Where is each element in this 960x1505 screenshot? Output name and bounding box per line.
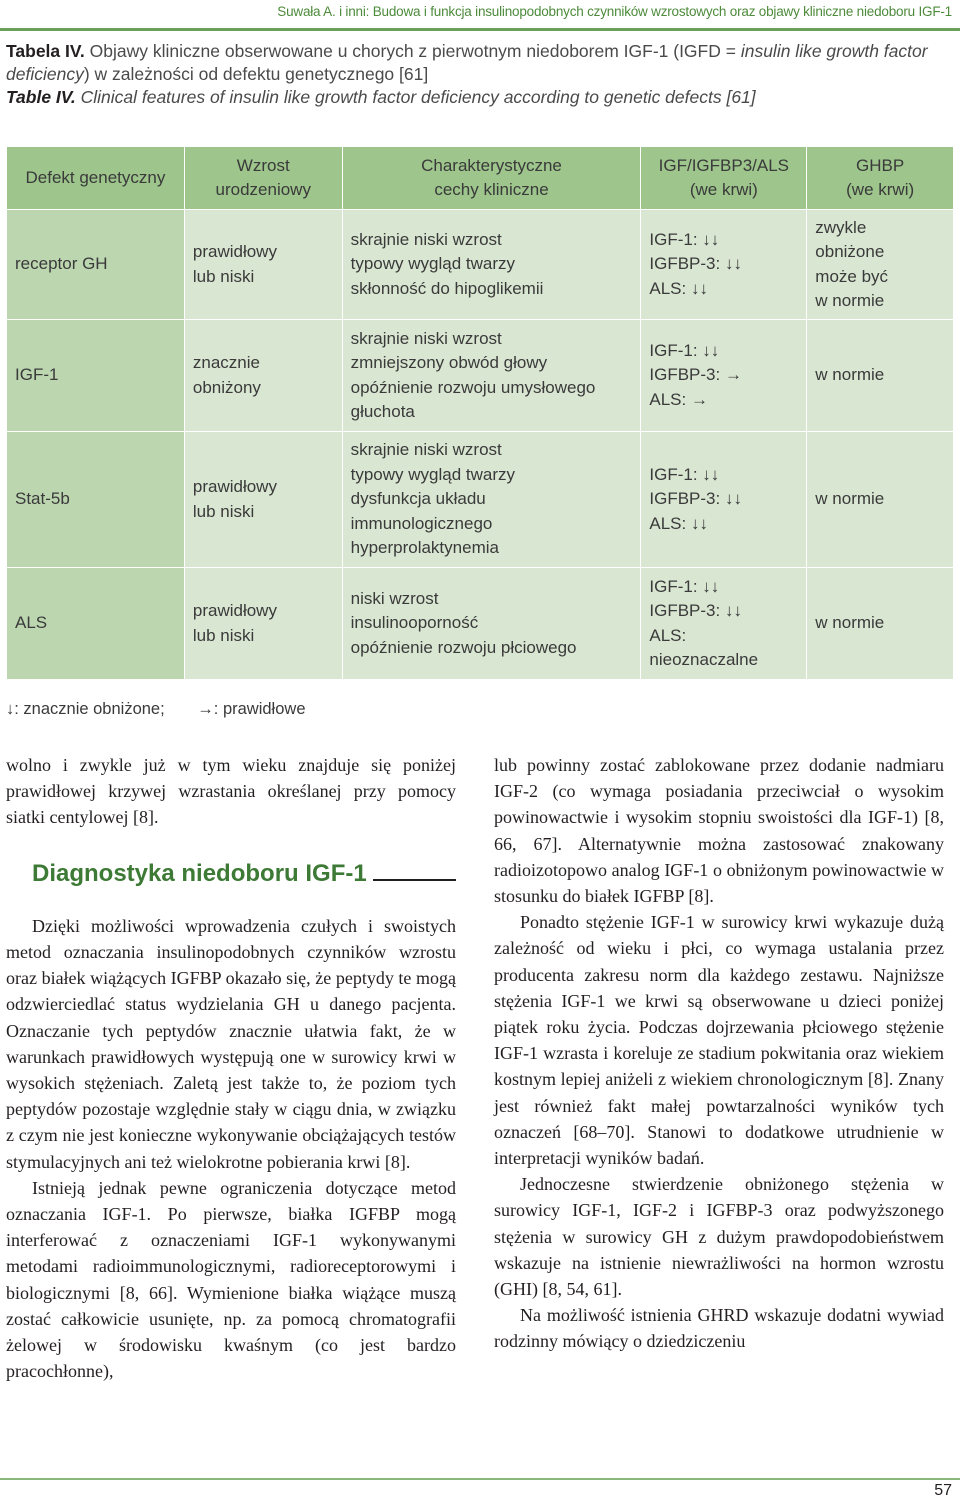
cell-text: receptor GH <box>15 254 108 274</box>
cell-text: ALS: ↓↓ <box>649 278 708 298</box>
cell-text: skłonność do hipoglikemii <box>350 278 544 298</box>
cell-text: obniżony <box>192 377 261 397</box>
right-column <box>494 752 944 1355</box>
caption-en-label: Table IV. <box>6 87 76 107</box>
cell-text: typowy wygląd twarzy <box>350 464 515 484</box>
paragraph: Dzięki możliwości wprowadzenia czułych i swoistych metod oznaczania insulinopodobnych czynników wzrostu oraz białek wiążących IGFBP okazało się, że peptydy te mogą odzwierciedlać status wydzielania GH u danego pacjenta. Oznaczanie tych peptydów znacznie ułatwia fakt, że w warunkach prawidłowych występują one w surowicy krwi w wysokich stężeniach. Zaletą jest także to, że poziom tych peptydów pozostaje względnie stały w ciągu dnia, w związku z czym nie jest konieczne wykonywanie obciążających testów stymulacyjnych ani też wielokrotne pobierania krwi [8]. <box>6 915 456 1172</box>
cell-text: (we krwi) <box>689 180 758 199</box>
paragraph: wolno i zwykle już w tym wieku znajduje się poniżej prawidłowej krzywej wzrastania określanej przy pomocy siatki centylowej [8]. <box>6 755 456 828</box>
cell-features <box>342 210 641 320</box>
cell-text: IGFBP-3: ↓↓ <box>649 601 742 620</box>
page-number: 57 <box>934 1482 952 1499</box>
caption-pl-line-1 <box>6 40 954 63</box>
cell-text: ALS: → <box>649 389 708 409</box>
cell-text: w normie <box>815 365 885 385</box>
header-clinical-features <box>342 147 641 210</box>
cell-text: insulinooporność <box>350 613 479 633</box>
running-head: Suwała A. i inni: Budowa i funkcja insulinopodobnych czynników wzrostowych oraz objawy kliniczne niedoboru IGF-1 <box>277 4 952 19</box>
cell-text: skrajnie niski wzrost <box>350 328 502 348</box>
cell-text: GHBP <box>856 155 905 175</box>
cell-text: IGF/IGFBP3/ALS <box>658 155 790 175</box>
cell-text: prawidłowy <box>192 242 277 261</box>
cell-levels <box>641 320 807 432</box>
table-row <box>7 568 954 680</box>
cell-text: IGF-1: ↓↓ <box>649 229 720 249</box>
caption-pl-text-1: Objawy kliniczne obserwowane u chorych z pierwotnym niedoborem IGF-1 (IGFD = <box>84 41 741 61</box>
legend-normal: →: prawidłowe <box>197 700 306 718</box>
cell-defect <box>7 320 185 432</box>
cell-text: Charakterystyczne <box>421 155 562 175</box>
table-row <box>7 320 954 432</box>
cell-text: prawidłowy <box>192 601 277 620</box>
cell-defect <box>7 568 185 680</box>
cell-text: lub niski <box>192 266 255 286</box>
cell-text: IGF-1: ↓↓ <box>649 576 720 596</box>
cell-text: IGFBP-3: ↓↓ <box>649 254 742 274</box>
cell-text: skrajnie niski wzrost <box>350 440 502 460</box>
legend-decreased: ↓: znacznie obniżone; <box>6 700 165 718</box>
caption-pl-line-2 <box>6 63 954 86</box>
header-ghbp <box>807 147 954 210</box>
cell-ghbp <box>807 432 954 568</box>
cell-birth <box>184 210 342 320</box>
cell-features <box>342 320 641 432</box>
cell-text: ALS: <box>649 625 687 645</box>
cell-birth <box>184 568 342 680</box>
cell-defect <box>7 432 185 568</box>
cell-ghbp <box>807 320 954 432</box>
paragraph: lub powinny zostać zablokowane przez dodanie nadmiaru IGF-2 (co wymaga posiadania przeciwciał o wysokim powinowactwie i wysokim stopniu swoistości dla IGF-1) [8, 66, 67]. Alternatywnie można zastosować znakowany radioizotopowo analog IGF-1 o obniżonym powinowactwie w stosunku do białek IGFBP [8]. <box>494 755 944 907</box>
cell-text: zwykle <box>815 217 867 237</box>
cell-text: lub niski <box>192 501 255 521</box>
cell-text: IGFBP-3: ↓↓ <box>649 489 742 509</box>
header-defect <box>7 147 185 210</box>
table-row <box>7 432 954 568</box>
caption-pl-text-2: ) w zależności od defektu genetycznego [61] <box>83 64 429 84</box>
cell-text: zmniejszony obwód głowy <box>350 353 548 372</box>
cell-text: cechy kliniczne <box>434 180 549 199</box>
cell-text: Diagnostyka niedoboru IGF-1 <box>32 859 367 887</box>
cell-text: niski wzrost <box>350 588 439 608</box>
cell-text: hyperprolaktynemia <box>350 538 499 558</box>
cell-text: Stat-5b <box>15 489 70 509</box>
cell-text: w normie <box>815 489 885 509</box>
header-rule <box>0 28 960 31</box>
cell-text: IGF-1 <box>15 365 59 385</box>
cell-text: znacznie <box>192 353 260 372</box>
section-title <box>32 861 456 887</box>
caption-pl-italic-2: deficiency <box>6 64 84 84</box>
cell-text: typowy wygląd twarzy <box>350 254 515 274</box>
cell-text: Defekt genetyczny <box>25 167 166 187</box>
cell-text: IGFBP-3: → <box>649 365 742 385</box>
cell-text: lub niski <box>192 625 255 645</box>
cell-text: w normie <box>815 291 885 310</box>
header-igf-levels <box>641 147 807 210</box>
cell-levels <box>641 210 807 320</box>
cell-text: immunologicznego <box>350 513 493 533</box>
cell-text: głuchota <box>350 402 415 421</box>
header-birth-height <box>184 147 342 210</box>
cell-ghbp <box>807 210 954 320</box>
cell-text: skrajnie niski wzrost <box>350 229 502 249</box>
cell-text: Wzrost <box>236 155 290 175</box>
cell-defect <box>7 210 185 320</box>
paragraph: Na możliwość istnienia GHRD wskazuje dodatni wywiad rodzinny mówiący o dziedziczeniu <box>494 1305 944 1352</box>
cell-text: ALS <box>15 613 48 633</box>
cell-text: w normie <box>815 613 885 633</box>
table-caption <box>6 40 954 109</box>
cell-text: obniżone <box>815 242 885 261</box>
cell-levels <box>641 568 807 680</box>
cell-features <box>342 568 641 680</box>
cell-text: opóźnienie rozwoju płciowego <box>350 637 577 657</box>
cell-levels <box>641 432 807 568</box>
paragraph: Jednoczesne stwierdzenie obniżonego stężenia w surowicy IGF-1, IGF-2 i IGFBP-3 oraz podwyższonego stężenia w surowicy GH z dużym prawdopodobieństwem wskazuje na istnienie niewrażliwości na hormon wzrostu (GHI) [8, 54, 61]. <box>494 1174 944 1300</box>
cell-text: nieoznaczalne <box>649 650 759 669</box>
cell-text: może być <box>815 266 889 286</box>
cell-text: IGF-1: ↓↓ <box>649 340 720 360</box>
footer-rule <box>0 1478 960 1480</box>
cell-text: dysfunkcja układu <box>350 489 486 509</box>
cell-text: IGF-1: ↓↓ <box>649 464 720 484</box>
cell-birth <box>184 432 342 568</box>
left-column <box>6 752 456 1384</box>
cell-text: (we krwi) <box>846 180 915 199</box>
table-legend <box>6 700 334 719</box>
table-header-row <box>7 147 954 210</box>
caption-pl-label: Tabela IV. <box>6 41 85 61</box>
caption-en-line <box>6 86 954 109</box>
cell-text: opóźnienie rozwoju umysłowego <box>350 377 596 397</box>
cell-ghbp <box>807 568 954 680</box>
table-row <box>7 210 954 320</box>
caption-pl-italic: insulin like growth factor <box>740 41 928 61</box>
cell-text: prawidłowy <box>192 477 277 496</box>
cell-text: urodzeniowy <box>215 180 311 199</box>
cell-birth <box>184 320 342 432</box>
paragraph: Istnieją jednak pewne ograniczenia dotyczące metod oznaczania IGF-1. Po pierwsze, białka IGFBP mogą interferować z oznaczeniami IGF-1 wykonywanymi metodami radioimmunologicznymi, radioreceptorowymi i biologicznymi [8, 66]. Wymienione białka wiążące muszą zostać całkowicie usunięte, np. za pomocą chromatografii żelowej w środowisku kwaśnym (co jest bardzo pracochłonne), <box>6 1177 456 1382</box>
cell-text: ALS: ↓↓ <box>649 513 708 533</box>
title-underline <box>373 879 456 881</box>
clinical-features-table <box>6 146 954 680</box>
paragraph: Ponadto stężenie IGF-1 w surowicy krwi wykazuje dużą zależność od wieku i płci, co wymaga ustalania przez producenta zakresu norm dla każdego zestawu. Najniższe stężenia IGF-1 we krwi są obserwowane u dzieci poniżej piątek roku życia. Podczas dojrzewania płciowego stężenie IGF-1 wzrasta i koreluje ze stadium pokwitania oraz wiekiem kostnym lepiej aniżeli z wiekiem chronologicznym [8]. Znany jest również fakt małej powtarzalności wyników tych oznaczeń [68–70]. Stanowi to dodatkowe utrudnienie w interpretacji wyników badań. <box>494 912 944 1169</box>
caption-en-text: Clinical features of insulin like growth factor deficiency according to genetic defects [61] <box>75 87 756 107</box>
cell-features <box>342 432 641 568</box>
